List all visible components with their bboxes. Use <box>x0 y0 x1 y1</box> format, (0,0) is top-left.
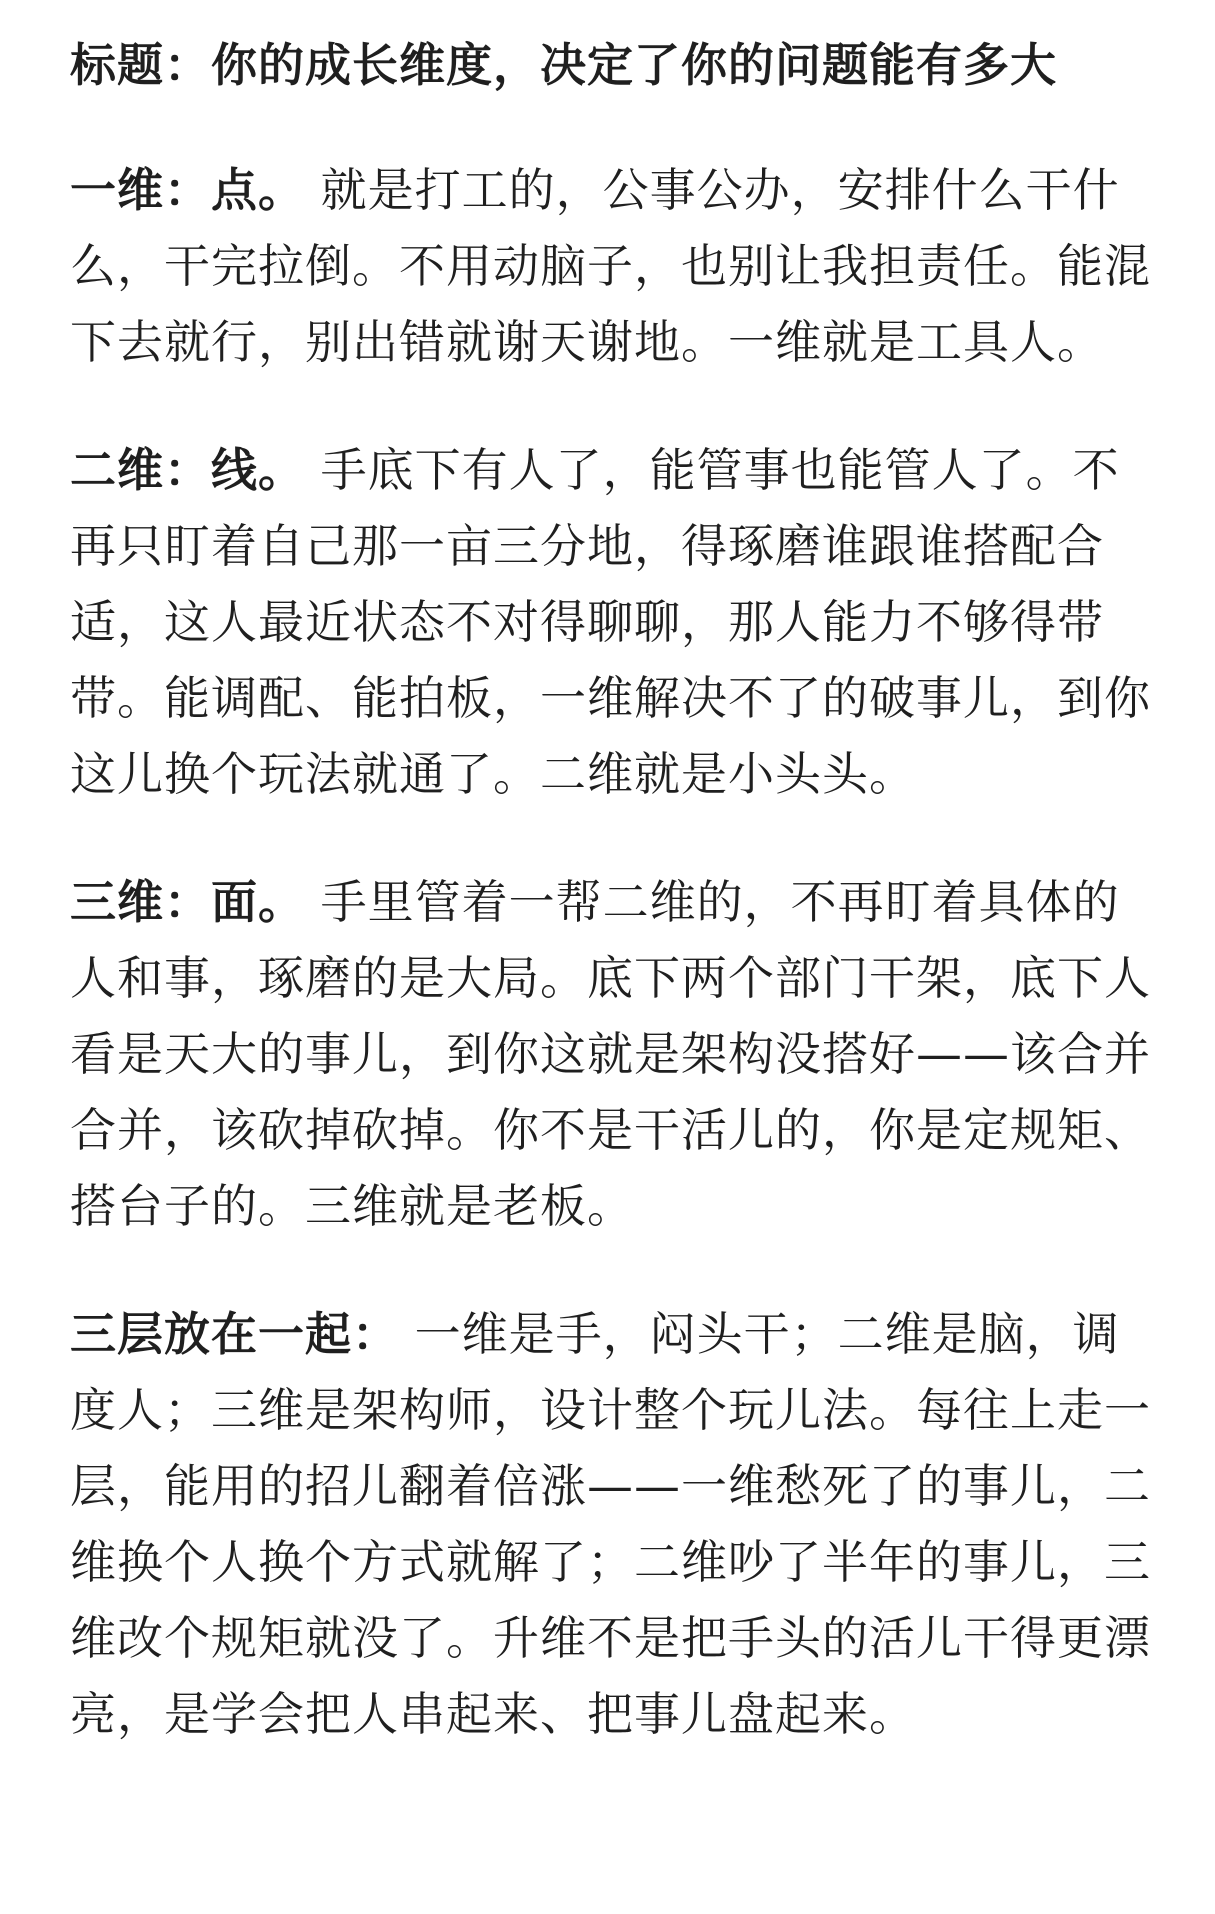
section-heading: 一维：点。 <box>70 163 305 217</box>
section-body: 一维是手，闷头干；二维是脑，调度人；三维是架构师，设计整个玩儿法。每往上走一层，能用的招儿翻着倍涨——一维愁死了的事儿，二维换个人换个方式就解了；二维吵了半年的事儿，三维改个规矩就没了。升维不是把手头的活儿干得更漂亮，是学会把人串起来、把事儿盘起来。 <box>70 1307 1151 1741</box>
section-two-dimension <box>70 432 1160 812</box>
article-title: 标题：你的成长维度，决定了你的问题能有多大 <box>70 38 1057 92</box>
section-one-dimension <box>70 152 1160 380</box>
section-summary <box>70 1296 1160 1752</box>
section-body: 手里管着一帮二维的，不再盯着具体的人和事，琢磨的是大局。底下两个部门干架，底下人看是天大的事儿，到你这就是架构没搭好——该合并合并，该砍掉砍掉。你不是干活儿的，你是定规矩、搭台子的。三维就是老板。 <box>70 875 1151 1233</box>
section-three-dimension <box>70 864 1160 1244</box>
section-body: 就是打工的，公事公办，安排什么干什么，干完拉倒。不用动脑子，也别让我担责任。能混下去就行，别出错就谢天谢地。一维就是工具人。 <box>70 163 1151 369</box>
section-heading: 三维：面。 <box>70 875 305 929</box>
section-heading: 三层放在一起： <box>70 1307 399 1361</box>
article <box>70 30 1160 1804</box>
section-body: 手底下有人了，能管事也能管人了。不再只盯着自己那一亩三分地，得琢磨谁跟谁搭配合适，这人最近状态不对得聊聊，那人能力不够得带带。能调配、能拍板，一维解决不了的破事儿，到你这儿换个玩法就通了。二维就是小头头。 <box>70 443 1151 801</box>
section-heading: 二维：线。 <box>70 443 305 497</box>
